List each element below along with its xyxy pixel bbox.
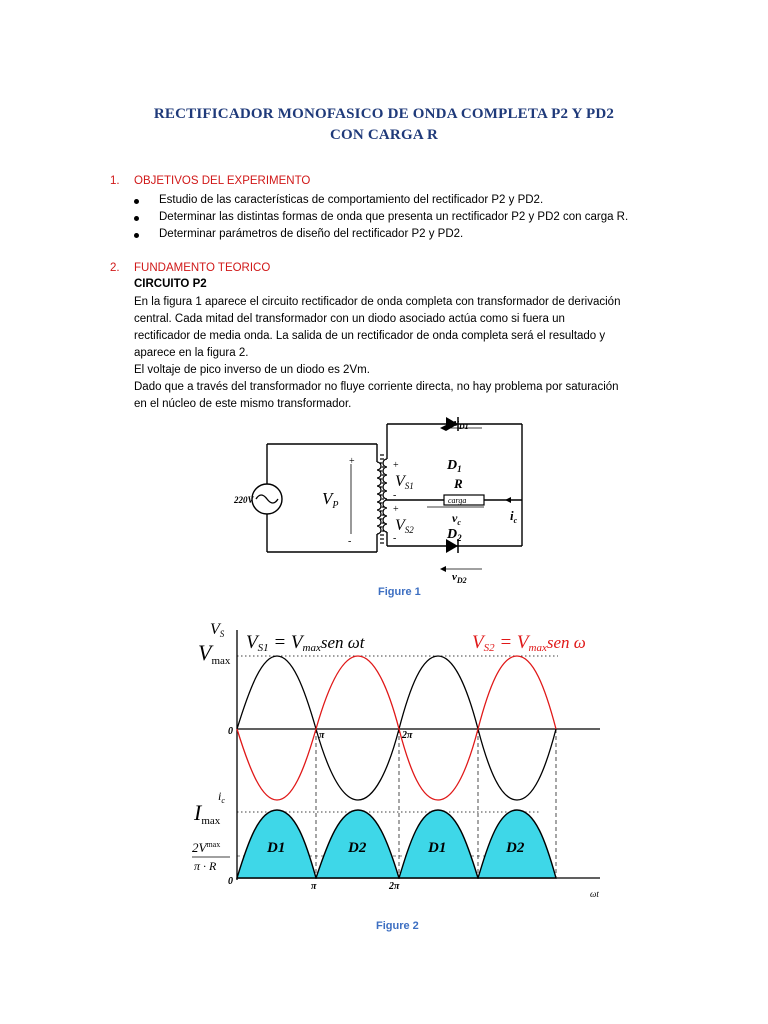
pi-bottom-label: π xyxy=(311,881,317,892)
twopi-top-label: 2π xyxy=(402,730,413,741)
figure1-circuit-diagram xyxy=(232,414,564,586)
figure1-caption: Figure 1 xyxy=(378,586,421,598)
vs1-equation: VS1 = Vmaxsen ωt xyxy=(246,632,365,654)
pi-top-label: π xyxy=(319,730,325,741)
hump-label-1: D1 xyxy=(267,840,286,856)
paragraph-line: Dado que a través del transformador no fluye corriente directa, no hay problema por saturación xyxy=(134,381,619,393)
source-voltage-label: 220V xyxy=(234,495,254,505)
carga-label: carga xyxy=(448,496,467,505)
vs2-label: VS2 xyxy=(395,517,414,535)
avg-numerator: $2V^{max}$ xyxy=(192,840,221,855)
document-title-line1: RECTIFICADOR MONOFASICO DE ONDA COMPLETA P2 Y PD2 xyxy=(153,106,615,122)
ic-axis-label: $i_c$ xyxy=(218,789,225,805)
bullet-text: Determinar las distintas formas de onda que presenta un rectificador P2 y PD2 con carga R. xyxy=(159,211,629,223)
d1-label: $D_1$ xyxy=(447,458,462,474)
section2-subheading: CIRCUITO P2 xyxy=(134,278,207,290)
section2-title: FUNDAMENTO TEORICO xyxy=(134,262,271,274)
bullet-text: Estudio de las características de comportamiento del rectificador P2 y PD2. xyxy=(159,194,544,206)
paragraph-line: En la figura 1 aparece el circuito rectificador de onda completa con transformador de derivación xyxy=(134,296,621,308)
section1-heading xyxy=(110,175,310,187)
section2-heading xyxy=(110,262,270,274)
vp-plus: + xyxy=(349,456,355,467)
section1-title: OBJETIVOS DEL EXPERIMENTO xyxy=(134,175,311,187)
vs1-plus: + xyxy=(393,460,399,471)
vs1-label: VS1 xyxy=(395,473,414,491)
paragraph-line: rectificador de media onda. La salida de un rectificador de onda completa será el resultado y xyxy=(134,330,606,342)
paragraph-line: central. Cada mitad del transformador con un diodo asociado actúa como si fuera un xyxy=(134,313,565,325)
bullet-text: Determinar parámetros de diseño del rectificador P2 y PD2. xyxy=(159,228,464,240)
vs-axis-label: VS xyxy=(210,621,225,639)
zero-bottom-label: 0 xyxy=(228,876,233,887)
vs1-waveform xyxy=(237,656,556,800)
imax-label: Imax xyxy=(194,800,221,827)
hump-label-2: D2 xyxy=(348,840,367,856)
vp-minus: - xyxy=(348,536,352,547)
vmax-label: Vmax xyxy=(198,640,231,667)
figure2-waveforms xyxy=(190,612,610,904)
paragraph-line: en el núcleo de este mismo transformador. xyxy=(134,398,352,410)
avg-denominator: π · R xyxy=(194,859,217,873)
twopi-bottom-label: 2π xyxy=(389,881,400,892)
vp-label: $V_P$ xyxy=(322,489,339,511)
d2-label: $D_2$ xyxy=(447,527,462,543)
paragraph-line: aparece en la figura 2. xyxy=(134,347,249,359)
vs2-minus: - xyxy=(393,533,397,544)
figure2-caption: Figure 2 xyxy=(376,920,419,932)
vs1-minus: - xyxy=(393,490,397,501)
ic-label: $i_c$ xyxy=(510,508,518,525)
zero-top-label: 0 xyxy=(228,726,233,737)
r-label: R xyxy=(454,476,463,491)
section2-paragraph xyxy=(134,294,674,413)
wt-label: ωt xyxy=(590,889,599,899)
section1-number: 1. xyxy=(110,175,120,187)
vs2-equation: VS2 = Vmaxsen ω xyxy=(472,632,586,654)
vd2-label: $v_{D2}$ xyxy=(452,571,467,585)
hump-label-4: D2 xyxy=(506,840,525,856)
vc-label: $v_c$ xyxy=(452,511,461,527)
vs2-waveform xyxy=(237,656,556,800)
section2-number: 2. xyxy=(110,262,120,274)
vd1-label: $v_{D1}$ xyxy=(454,417,469,431)
hump-label-3: D1 xyxy=(428,840,447,856)
document-title-line2: CON CARGA R xyxy=(329,127,439,143)
paragraph-line: El voltaje de pico inverso de un diodo es 2Vm. xyxy=(134,364,370,376)
vs2-plus: + xyxy=(393,504,399,515)
